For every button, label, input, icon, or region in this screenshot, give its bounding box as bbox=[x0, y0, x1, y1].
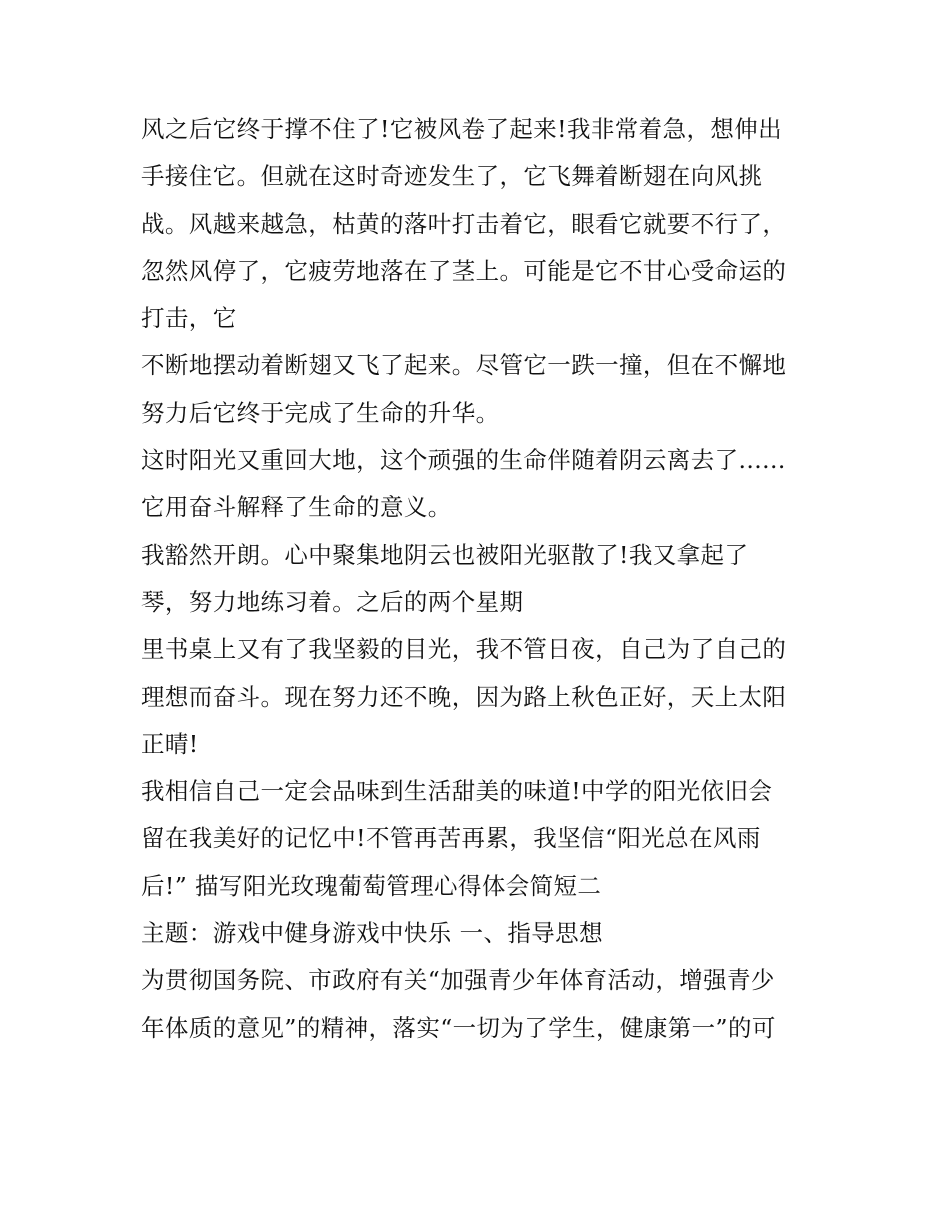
text-line: 正晴! bbox=[141, 729, 199, 758]
text-line: 打击，它 bbox=[141, 304, 237, 333]
text-line: 战。风越来越急，枯黄的落叶打击着它，眼看它就要不行了， bbox=[141, 209, 787, 238]
text-line: 努力后它终于完成了生命的升华。 bbox=[141, 398, 500, 427]
text-line: 我相信自己一定会品味到生活甜美的味道!中学的阳光依旧会 bbox=[141, 777, 773, 806]
text-line: 忽然风停了，它疲劳地落在了茎上。可能是它不甘心受命运的 bbox=[141, 256, 787, 285]
text-line: 我豁然开朗。心中聚集地阴云也被阳光驱散了!我又拿起了 bbox=[141, 540, 749, 569]
section-heading: 主题：游戏中健身游戏中快乐 一、指导思想 bbox=[141, 919, 603, 948]
text-line: 留在我美好的记忆中!不管再苦再累，我坚信“阳光总在风雨 bbox=[141, 824, 761, 853]
text-line: 不断地摆动着断翅又飞了起来。尽管它一跌一撞，但在不懈地 bbox=[141, 351, 787, 380]
text-line: 后!” 描写阳光玫瑰葡萄管理心得体会简短二 bbox=[141, 871, 602, 900]
text-line: 它用奋斗解释了生命的意义。 bbox=[141, 493, 452, 522]
text-line: 琴，努力地练习着。之后的两个星期 bbox=[141, 587, 524, 616]
body-text bbox=[141, 106, 831, 1052]
text-line: 理想而奋斗。现在努力还不晚，因为路上秋色正好，天上太阳 bbox=[141, 682, 787, 711]
text-line: 为贯彻国务院、市政府有关“加强青少年体育活动，增强青少 bbox=[141, 966, 775, 995]
text-line: 风之后它终于撑不住了!它被风卷了起来!我非常着急，想伸出 bbox=[141, 115, 783, 143]
text-line: 手接住它。但就在这时奇迹发生了，它飞舞着断翅在向风挑 bbox=[141, 162, 763, 191]
text-line: 里书桌上又有了我坚毅的目光，我不管日夜，自己为了自己的 bbox=[141, 635, 787, 664]
text-line: 年体质的意见”的精神，落实“一切为了学生，健康第一”的可 bbox=[141, 1013, 776, 1042]
text-line: 这时阳光又重回大地，这个顽强的生命伴随着阴云离去了...... bbox=[141, 446, 786, 475]
